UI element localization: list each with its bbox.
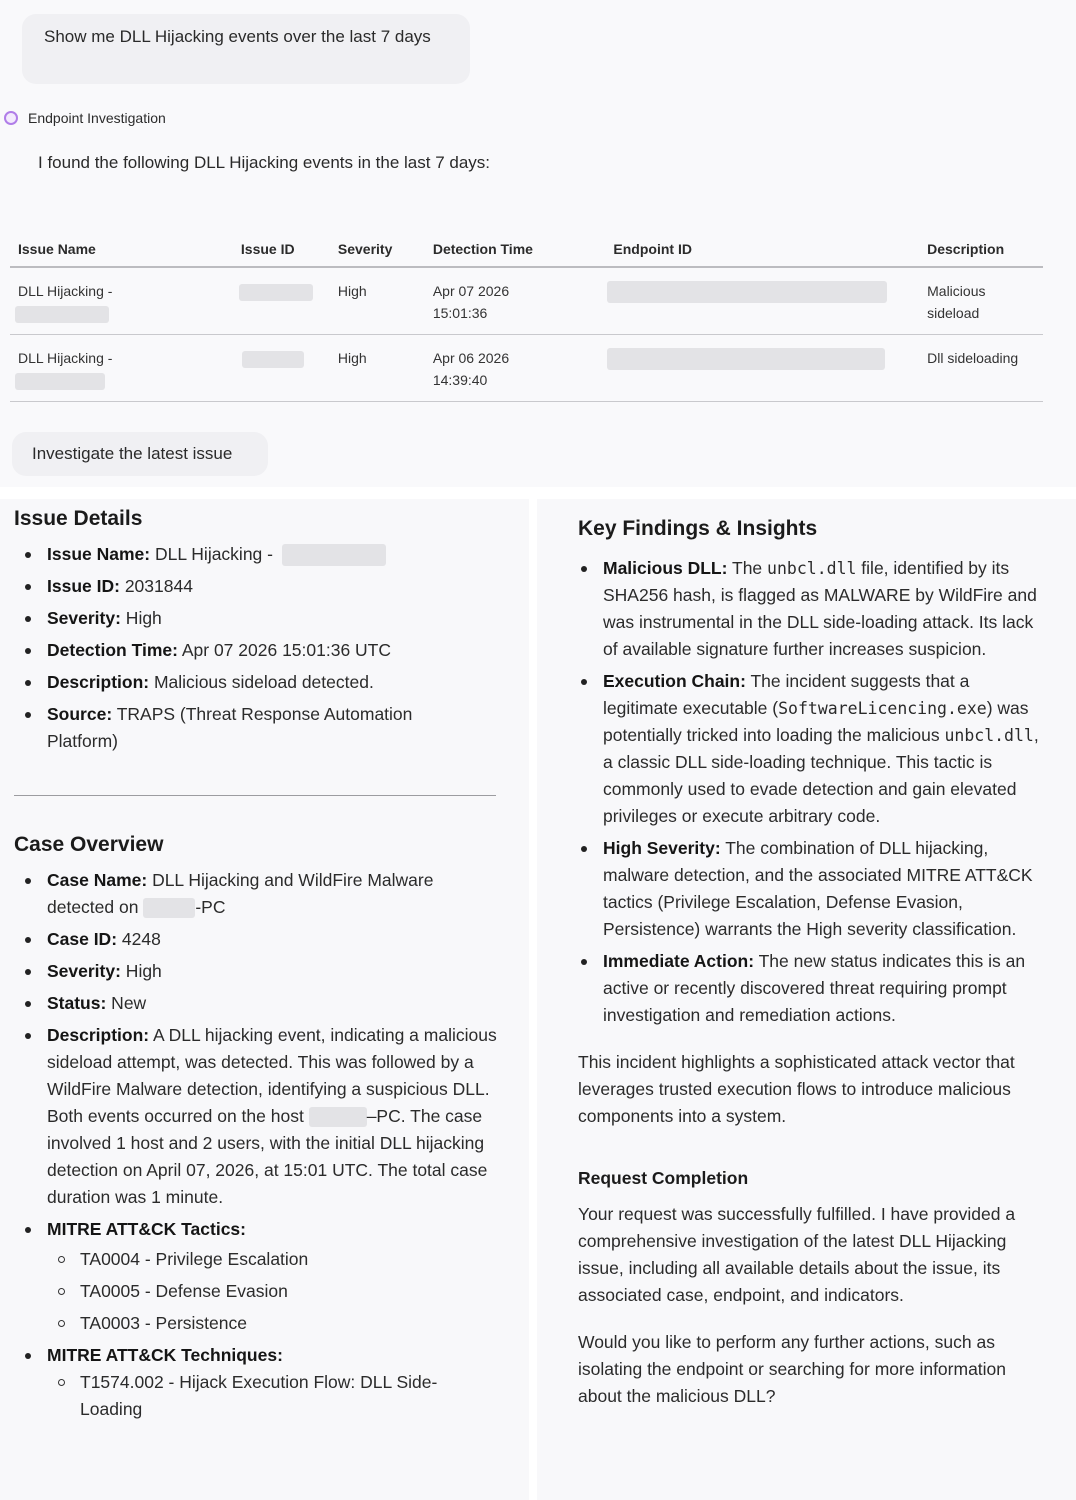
user-message-bubble [12,432,268,476]
redacted-text [607,281,887,303]
issue-name-text: DLL Hijacking - [18,350,113,366]
item-value: Malicious sideload detected. [149,672,374,692]
item-label: Issue ID: [47,576,120,596]
detection-clock: 14:39:40 [432,372,488,388]
item-text: The new status indicates this is an active or recently discovered threat requiring prompt investigation and remediation actions. [603,951,1026,1025]
item-value: Apr 07 2026 15:01:36 UTC [177,640,392,660]
detection-date: Apr 07 2026 [432,283,510,299]
column-header-severity[interactable]: Severity [330,232,425,267]
column-header-detection-time[interactable]: Detection Time [425,232,606,267]
item-value: -PC [195,897,226,917]
agent-avatar-icon [4,111,18,125]
item-value: 2031844 [119,576,193,596]
item-value: 4248 [117,929,161,949]
code-text: unbcl.dll [944,726,1034,745]
list-item [570,835,1048,943]
cell-description: Malicious sideload [919,267,1043,335]
list-item [14,637,515,664]
list-item [570,555,1048,663]
redacted-text [15,373,105,390]
item-text: The [727,558,768,578]
tactics-list [47,1246,504,1337]
redacted-text [607,348,885,370]
list-item [14,701,454,755]
list-item [14,958,504,985]
item-label: Description: [47,672,150,692]
item-label: Detection Time: [47,640,178,660]
cell-issue-id [233,267,330,335]
list-item [14,990,504,1017]
column-header-endpoint-id[interactable]: Endpoint ID [605,232,919,267]
cell-detection-time [425,267,606,335]
list-item [14,541,515,568]
list-item [14,605,515,632]
list-item [14,1022,504,1211]
item-label: Severity: [47,961,121,981]
user-message-bubble [22,14,470,84]
item-value: High [120,608,162,628]
list-item [14,1342,504,1423]
followup-text: Would you like to perform any further actions, such as isolating the endpoint or searching for more information about the malicious DLL? [578,1332,1007,1406]
item-text: ) was potentially tricked into loading the malicious [603,698,1029,745]
item-value: New [106,993,147,1013]
user-message-text: Investigate the latest issue [32,444,233,463]
request-completion-title: Request Completion [578,1168,749,1188]
summary-text: This incident highlights a sophisticated attack vector that leverages trusted execution flows to introduce malicious components into a system. [578,1052,1015,1126]
cell-severity: High [330,267,425,335]
issue-details-list [14,541,515,755]
cell-issue-name [10,335,233,402]
item-value: High [120,961,162,981]
techniques-list [47,1369,504,1423]
redacted-text [239,284,313,301]
code-text: unbcl.dll [767,559,857,578]
item-value: DLL Hijacking and WildFire Malware detected on [47,870,434,917]
completion-text: Your request was successfully fulfilled. I have provided a comprehensive investigation of the latest DLL Hijacking issue, including all available details about the issue, its associated case, endpoint, and indicators. [578,1204,1016,1305]
key-findings-list [570,555,1048,1029]
item-value: –PC. The case involved 1 host and 2 users, with the initial DLL hijacking detection on April 07, 2026, at 15:01 UTC. The total case duration was 1 minute. [47,1106,488,1207]
redacted-text [15,306,109,323]
issue-name-text: DLL Hijacking - [18,283,113,299]
item-label: MITRE ATT&CK Techniques: [47,1345,283,1365]
column-header-issue-id[interactable]: Issue ID [233,232,330,267]
list-item [14,926,504,953]
column-header-issue-name[interactable]: Issue Name [10,232,233,267]
cell-detection-time [425,335,606,402]
item-label: High Severity: [603,838,721,858]
code-text: SoftwareLicencing.exe [778,699,987,718]
user-message-text: Show me DLL Hijacking events over the last 7 days [44,27,431,46]
list-item [14,669,515,696]
tactic-item: TA0004 - Privilege Escalation [47,1246,504,1273]
cell-issue-id [233,335,330,402]
item-label: Malicious DLL: [603,558,728,578]
cell-severity: High [330,335,425,402]
item-value: TRAPS (Threat Response Automation Platform) [47,704,413,751]
case-overview-list [14,867,504,1423]
item-text: , a classic DLL side-loading technique. This tactic is commonly used to evade detection and gain elevated privileges or execute arbitrary code. [603,725,1039,826]
item-value: A DLL hijacking event, indicating a malicious sideload attempt, was detected. This was followed by a WildFire Malware detection, identifying a suspicious DLL. Both events occurred on the host [47,1025,497,1126]
agent-intro-text: I found the following DLL Hijacking events in the last 7 days: [38,153,491,172]
item-label: Immediate Action: [603,951,755,971]
list-item [570,948,1048,1029]
section-divider [14,795,496,796]
item-label: Execution Chain: [603,671,746,691]
redacted-text [242,351,304,368]
list-item [570,668,1048,830]
cell-endpoint-id [605,267,919,335]
redacted-text [309,1107,367,1127]
list-item [14,1216,504,1337]
item-text: The combination of DLL hijacking, malware detection, and the associated MITRE ATT&CK tactics (Privilege Escalation, Defense Evasion, Persistence) warrants the High severity classification. [603,838,1033,939]
issue-details-title: Issue Details [14,507,143,530]
item-label: Case Name: [47,870,148,890]
key-findings-panel [537,499,1076,1500]
item-value: DLL Hijacking - [150,544,273,564]
detection-clock: 15:01:36 [432,305,488,321]
agent-name: Endpoint Investigation [28,110,166,126]
item-label: Severity: [47,608,121,628]
column-header-description[interactable]: Description [919,232,1043,267]
redacted-text [282,544,386,566]
cell-endpoint-id [605,335,919,402]
case-overview-title: Case Overview [14,833,164,856]
item-label: Description: [47,1025,150,1045]
key-findings-title: Key Findings & Insights [578,517,818,540]
item-label: Status: [47,993,107,1013]
issue-details-panel [0,499,529,1500]
chat-panel [0,0,1076,487]
table-row[interactable] [10,267,1043,335]
cell-description: Dll sideloading [919,335,1043,402]
redacted-text [143,898,195,918]
agent-header [4,108,166,128]
tactic-item: TA0005 - Defense Evasion [47,1278,504,1305]
tactic-item: TA0003 - Persistence [47,1310,504,1337]
item-label: Source: [47,704,113,724]
item-text: The incident suggests that a legitimate executable ( [603,671,970,718]
list-item [14,867,504,921]
table-header-row [10,232,1043,267]
list-item [14,573,515,600]
cell-issue-name [10,267,233,335]
detection-date: Apr 06 2026 [432,350,510,366]
item-text: file, identified by its SHA256 hash, is flagged as MALWARE by WildFire and was instrumental in the DLL side-loading attack. Its lack of available signature further increases suspicion. [603,558,1037,659]
item-label: MITRE ATT&CK Tactics: [47,1219,246,1239]
table-row[interactable] [10,335,1043,402]
item-label: Issue Name: [47,544,151,564]
events-table [10,232,1043,402]
item-label: Case ID: [47,929,118,949]
technique-item: T1574.002 - Hijack Execution Flow: DLL Side-Loading [47,1369,487,1423]
